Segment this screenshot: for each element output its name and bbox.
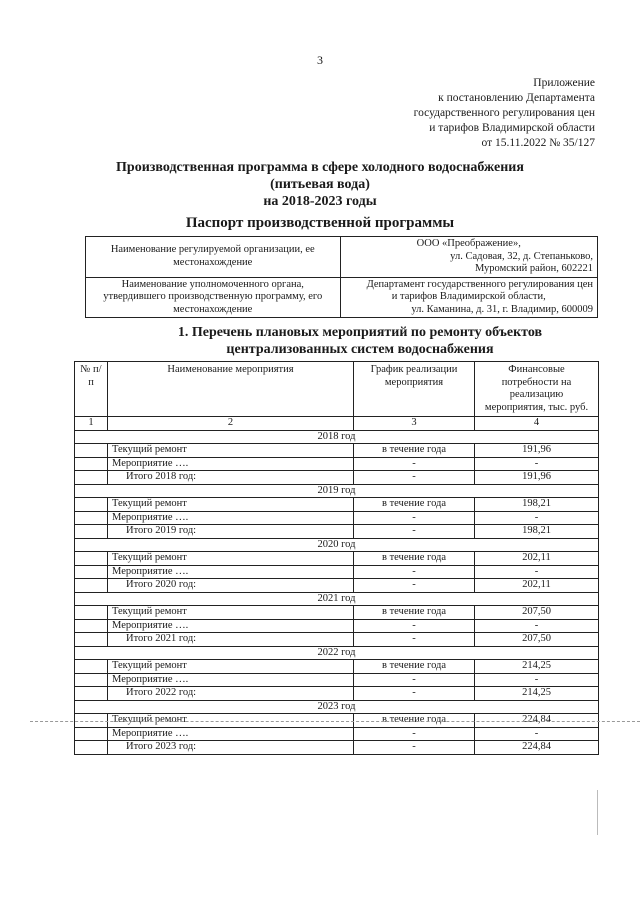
year-label: 2022 год (75, 646, 599, 660)
table-row (75, 606, 599, 620)
repair-name: Текущий ремонт (108, 498, 354, 512)
total-amount: 198,21 (475, 525, 599, 539)
amount: - (475, 727, 599, 741)
year-row (75, 430, 599, 444)
repair-name: Текущий ремонт (108, 660, 354, 674)
plan-header-row (75, 362, 599, 417)
year-label: 2023 год (75, 700, 599, 714)
table-row (75, 511, 599, 525)
passport-value-line: ООО «Преображение», (416, 238, 521, 249)
col-number: 3 (354, 417, 475, 431)
passport-label: Наименование регулируемой организации, ее местонахождение (86, 237, 341, 278)
schedule: - (354, 727, 475, 741)
event-name: Мероприятие …. (108, 511, 354, 525)
year-row (75, 700, 599, 714)
schedule: - (354, 471, 475, 485)
section-title-line: централизованных систем водоснабжения (226, 342, 494, 357)
plan-table (74, 361, 599, 755)
title-line: (питьевая вода) (270, 177, 370, 192)
amount: 224,84 (475, 714, 599, 728)
passport-value-line: и тарифов Владимирской области, (391, 291, 546, 302)
total-amount: 207,50 (475, 633, 599, 647)
passport-value-line: Муромский район, 602221 (474, 263, 593, 274)
schedule: - (354, 633, 475, 647)
year-row (75, 484, 599, 498)
table-row (75, 457, 599, 471)
schedule: в течение года (354, 498, 475, 512)
schedule: в течение года (354, 552, 475, 566)
event-name: Мероприятие …. (108, 565, 354, 579)
year-label: 2018 год (75, 430, 599, 444)
repair-name: Текущий ремонт (108, 714, 354, 728)
amount: - (475, 457, 599, 471)
title-line: на 2018-2023 годы (263, 194, 377, 209)
schedule: в течение года (354, 606, 475, 620)
schedule: в течение года (354, 660, 475, 674)
total-label: Итого 2021 год: (108, 633, 354, 647)
schedule: - (354, 525, 475, 539)
total-label: Итого 2022 год: (108, 687, 354, 701)
total-amount: 191,96 (475, 471, 599, 485)
amount: - (475, 565, 599, 579)
total-label: Итого 2023 год: (108, 741, 354, 755)
total-row (75, 633, 599, 647)
scan-artifact-mark (597, 790, 598, 835)
table-row (75, 660, 599, 674)
section-title (140, 324, 580, 358)
total-row (75, 741, 599, 755)
amount: - (475, 673, 599, 687)
appendix-block (335, 76, 595, 151)
appendix-line: и тарифов Владимирской области (429, 122, 595, 134)
schedule: - (354, 741, 475, 755)
schedule: - (354, 457, 475, 471)
plan-column-numbers (75, 417, 599, 431)
total-amount: 202,11 (475, 579, 599, 593)
passport-value (340, 277, 598, 318)
amount: 198,21 (475, 498, 599, 512)
amount: 202,11 (475, 552, 599, 566)
passport-row (86, 237, 598, 278)
schedule: в течение года (354, 444, 475, 458)
passport-value (340, 237, 598, 278)
appendix-line: к постановлению Департамента (438, 92, 595, 104)
table-row (75, 619, 599, 633)
appendix-line: Приложение (533, 77, 595, 89)
title-line: Производственная программа в сфере холодного водоснабжения (116, 160, 524, 175)
page-number: 3 (317, 53, 323, 67)
amount: 207,50 (475, 606, 599, 620)
year-label: 2021 год (75, 592, 599, 606)
event-name: Мероприятие …. (108, 619, 354, 633)
event-name: Мероприятие …. (108, 727, 354, 741)
amount: 191,96 (475, 444, 599, 458)
year-row (75, 538, 599, 552)
schedule: в течение года (354, 714, 475, 728)
table-row (75, 727, 599, 741)
col-number: 1 (75, 417, 108, 431)
total-label: Итого 2020 год: (108, 579, 354, 593)
repair-name: Текущий ремонт (108, 552, 354, 566)
event-name: Мероприятие …. (108, 457, 354, 471)
header-funding: Финансовые потребности на реализацию мероприятия, тыс. руб. (475, 362, 599, 417)
table-row (75, 565, 599, 579)
year-label: 2019 год (75, 484, 599, 498)
event-name: Мероприятие …. (108, 673, 354, 687)
passport-label: Наименование уполномоченного органа, утвердившего производственную программу, его местонахождение (86, 277, 341, 318)
section-title-line: 1. Перечень плановых мероприятий по ремонту объектов (177, 325, 543, 340)
passport-value-line: ул. Садовая, 32, д. Степаньково, (450, 250, 593, 262)
header-schedule: График реализации мероприятия (354, 362, 475, 417)
document-title (0, 159, 640, 210)
total-row (75, 579, 599, 593)
table-row (75, 498, 599, 512)
total-label: Итого 2019 год: (108, 525, 354, 539)
total-row (75, 525, 599, 539)
passport-row (86, 277, 598, 318)
col-number: 2 (108, 417, 354, 431)
schedule: - (354, 673, 475, 687)
total-amount: 224,84 (475, 741, 599, 755)
header-number: № п/п (75, 362, 108, 417)
table-row (75, 673, 599, 687)
repair-name: Текущий ремонт (108, 444, 354, 458)
table-row (75, 444, 599, 458)
appendix-date-line: от 15.11.2022 № 35/127 (481, 137, 595, 149)
passport-table (85, 236, 598, 318)
schedule: - (354, 565, 475, 579)
year-row (75, 646, 599, 660)
total-row (75, 687, 599, 701)
passport-title: Паспорт производственной программы (185, 215, 455, 231)
amount: 214,25 (475, 660, 599, 674)
appendix-line: государственного регулирования цен (413, 107, 595, 119)
amount: - (475, 511, 599, 525)
passport-value-line: Департамент государственного регулирования цен (366, 278, 593, 290)
header-name: Наименование мероприятия (108, 362, 354, 417)
repair-name: Текущий ремонт (108, 606, 354, 620)
schedule: - (354, 511, 475, 525)
total-amount: 214,25 (475, 687, 599, 701)
year-label: 2020 год (75, 538, 599, 552)
schedule: - (354, 619, 475, 633)
table-row (75, 552, 599, 566)
passport-value-line: ул. Каманина, д. 31, г. Владимир, 600009 (411, 303, 593, 315)
amount: - (475, 619, 599, 633)
total-row (75, 471, 599, 485)
schedule: - (354, 579, 475, 593)
total-label: Итого 2018 год: (108, 471, 354, 485)
year-row (75, 592, 599, 606)
col-number: 4 (475, 417, 599, 431)
scan-artifact-line (30, 721, 640, 722)
schedule: - (354, 687, 475, 701)
